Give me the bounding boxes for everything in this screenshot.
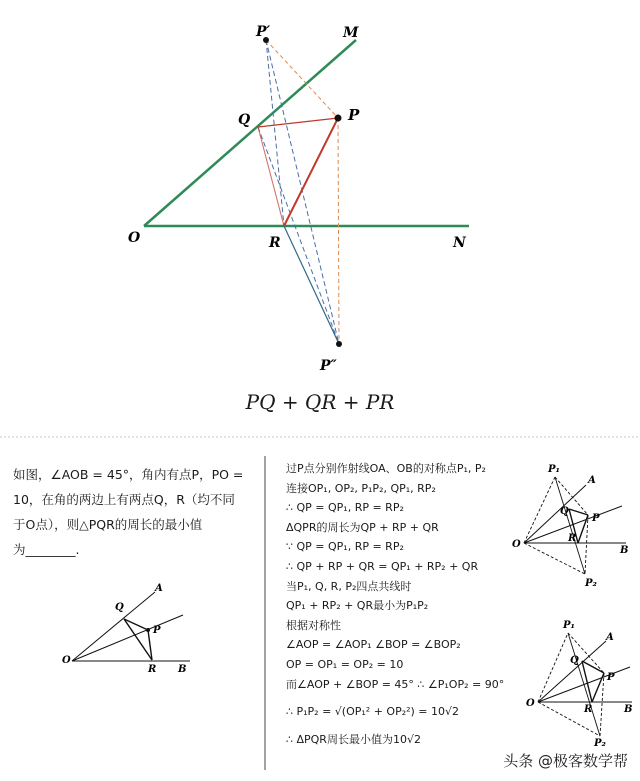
rt-label-a: A <box>588 475 596 486</box>
problem-line: 如图，∠AOB = 45°，角内有点P，PO = <box>13 467 244 482</box>
point-p <box>335 115 342 122</box>
solution-line: 根据对称性 <box>286 618 341 632</box>
solution-steps <box>286 459 506 749</box>
left-label-q: Q <box>115 602 124 613</box>
rb-label-r: R <box>584 704 593 715</box>
solution-line: ∴ QP + RP + QR = QP₁ + RP₂ + QR <box>286 559 479 573</box>
left-label-p: P <box>153 625 161 636</box>
ray-om <box>144 40 356 226</box>
left-ray-oa <box>72 592 155 661</box>
solution-line: ΔQPR的周长为QP + RP + QR <box>286 520 439 534</box>
left-label-o: O <box>62 655 71 666</box>
solution-line: OP = OP₁ = OP₂ = 10 <box>286 657 404 671</box>
rb-label-p2: P₂ <box>594 738 606 749</box>
label-p-prime: P′ <box>256 24 271 40</box>
left-label-a: A <box>155 583 163 594</box>
problem-line: 于O点），则△PQR的周长的最小值 <box>13 517 203 532</box>
rt-ray-oa <box>524 485 586 543</box>
solution-line: 过P点分别作射线OA、OB的对称点P₁, P₂ <box>286 462 486 475</box>
line-r-pdouble <box>284 226 339 344</box>
rb-label-p: P <box>607 672 615 683</box>
rb-seg-pr <box>592 673 604 702</box>
rb-seg-qp <box>582 661 604 673</box>
perimeter-formula: PQ + QR + PR <box>245 390 395 414</box>
rt-label-r: R <box>568 533 577 544</box>
rt-label-p: P <box>592 513 600 524</box>
rb-label-a: A <box>606 632 614 643</box>
problem-line: 为________. <box>13 542 80 557</box>
watermark: 头条 @极客数学帮 <box>503 752 628 770</box>
rt-seg-pr <box>578 515 588 543</box>
rb-label-b: B <box>624 704 633 715</box>
rb-dash-p1p <box>568 633 604 673</box>
label-m: M <box>343 25 359 41</box>
solution-line: 连接OP₁, OP₂, P₁P₂, QP₁, RP₂ <box>286 481 436 495</box>
rb-label-p1: P₁ <box>563 620 575 631</box>
rb-label-o: O <box>526 698 535 709</box>
rb-seg-p1p2 <box>568 633 600 736</box>
label-p-double-prime: P″ <box>320 358 337 374</box>
point-p-double-prime <box>336 341 342 347</box>
rt-label-p2: P₂ <box>585 578 597 589</box>
rb-dash-op1 <box>538 633 568 702</box>
solution-line: ∴ ΔPQR周长最小值为10√2 <box>286 732 421 746</box>
solution-line: 当P₁, Q, R, P₂四点共线时 <box>286 579 412 593</box>
rt-dash-op2 <box>524 543 585 574</box>
rt-seg-p1p2 <box>555 477 585 574</box>
segment-pq <box>258 118 338 127</box>
problem-line: 10，在角的两边上有两点Q，R（均不同 <box>13 492 235 507</box>
left-label-b: B <box>178 664 187 675</box>
label-r: R <box>269 235 281 251</box>
rt-label-p1: P₁ <box>548 464 560 475</box>
dashed-p-pdouble <box>338 118 339 344</box>
label-n: N <box>453 235 466 251</box>
rt-label-b: B <box>620 545 629 556</box>
solution-line: QP₁ + RP₂ + QR最小为P₁P₂ <box>286 599 429 613</box>
solution-line: ∵ QP = QP₁, RP = RP₂ <box>286 540 404 554</box>
solution-line: ∴ P₁P₂ = √(OP₁² + OP₂²) = 10√2 <box>286 705 460 719</box>
label-q: Q <box>238 112 251 128</box>
solution-line: ∠AOP = ∠AOP₁ ∠BOP = ∠BOP₂ <box>286 638 461 652</box>
label-o: O <box>128 230 141 246</box>
dashed-pprime-p <box>266 40 338 118</box>
rt-label-o: O <box>512 539 521 550</box>
segment-pr <box>284 118 338 226</box>
problem-statement <box>13 462 263 562</box>
segment-qr <box>258 127 284 226</box>
solution-line: 而∠AOP + ∠BOP = 45° ∴ ∠P₁OP₂ = 90° <box>286 677 505 691</box>
left-ray-op <box>72 615 183 661</box>
solution-line: ∴ QP = QP₁, RP = RP₂ <box>286 501 404 515</box>
label-p: P <box>348 106 360 124</box>
dashed-pprime-r <box>266 40 284 226</box>
rb-label-q: Q <box>570 655 579 666</box>
left-label-r: R <box>148 664 157 675</box>
rt-label-q: Q <box>560 506 569 517</box>
left-point-p <box>146 628 150 632</box>
